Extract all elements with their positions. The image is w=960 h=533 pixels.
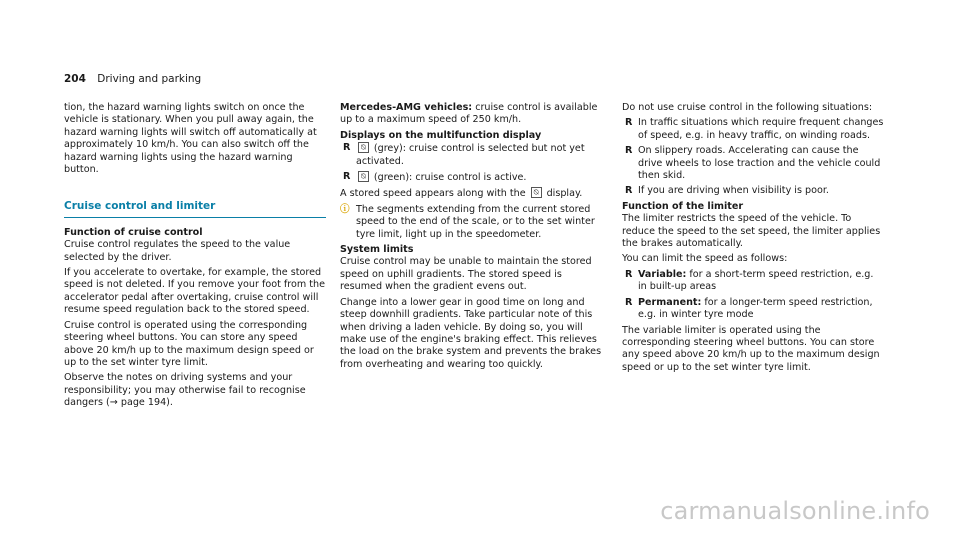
limiter-modes-list: [622, 269, 884, 322]
list-item: [622, 297, 884, 322]
subheading-displays: Displays on the multifunction display: [340, 129, 542, 141]
bullet-marker: R: [343, 142, 351, 154]
paragraph-page-reference: Observe the notes on driving systems and your responsibility; you may otherwise fail to recognise dangers (→ page 194).: [64, 372, 306, 409]
paragraph: tion, the hazard warning lights switch on once the vehicle is stationary. When you pull away again, the hazard warning lights will switch off automatically at approximately 10 km/h. You can also switch off the hazard warning lights using the hazard warning button.: [64, 102, 317, 176]
bullet-marker: R: [625, 268, 633, 280]
cruise-control-icon: ⍉: [358, 171, 369, 182]
bullet-marker: R: [343, 171, 351, 183]
column-left: [64, 102, 326, 413]
bullet-marker: R: [625, 145, 633, 157]
subheading-cruise-control: Function of cruise control: [64, 226, 203, 238]
bullet-marker: R: [625, 185, 633, 197]
paragraph: If you accelerate to overtake, for example, the stored speed is not deleted. If you remove your foot from the accelerator pedal after overtaking, cruise control will resume speed regulation back to the stored speed.: [64, 267, 326, 316]
info-icon: ⓘ: [340, 203, 350, 215]
paragraph: Change into a lower gear in good time on long and steep downhill gradients. Take particular note of this when driving a laden vehicle. By doing so, you will make use of the engine's braking effect. This relieves the load on the brake system and prevents the brakes from overheating and wearing too quickly.: [340, 296, 602, 370]
list-item: [622, 185, 884, 197]
list-item-text: If you are driving when visibility is poor.: [638, 185, 829, 197]
list-item-text: for a longer-term speed restriction, e.g. in winter tyre mode: [638, 296, 873, 321]
paragraph: The limiter restricts the speed of the vehicle. To reduce the speed to the set speed, the limiter applies the brakes automatically.: [622, 213, 881, 250]
permanent-label: Permanent:: [638, 296, 702, 308]
bullet-marker: R: [625, 117, 633, 129]
bullet-marker: R: [625, 296, 633, 308]
column-right: [622, 102, 884, 377]
amg-paragraph: [340, 102, 602, 127]
list-item: [622, 269, 884, 294]
list-item-text: for a short-term speed restriction, e.g. in built-up areas: [638, 268, 874, 293]
list-item: [340, 142, 602, 168]
page-number: 204: [64, 73, 86, 85]
paragraph: Do not use cruise control in the following situations:: [622, 102, 873, 113]
situations-list: [622, 117, 884, 197]
cruise-control-icon: ⍉: [358, 142, 369, 153]
note-text: The segments extending from the current stored speed to the end of the scale, or to the set winter tyre limit, light up in the speedometer.: [356, 203, 595, 240]
list-item-text: On slippery roads. Accelerating can cause the drive wheels to lose traction and the vehicle could then skid.: [638, 145, 881, 182]
note: [340, 204, 602, 241]
paragraph: Cruise control may be unable to maintain the stored speed on uphill gradients. The stored speed is resumed when the gradient evens out.: [340, 256, 592, 293]
text-fragment: A stored speed appears along with the: [340, 188, 529, 200]
watermark: carmanualsonline.info: [660, 497, 930, 525]
list-item-text: (grey): cruise control is selected but not yet activated.: [356, 143, 585, 167]
cruise-control-icon: ⍉: [531, 187, 542, 198]
list-item: [622, 145, 884, 182]
paragraph: Cruise control is operated using the corresponding steering wheel buttons. You can store any speed above 20 km/h up to the maximum design speed or up to the set winter tyre limit.: [64, 319, 314, 368]
page-header: [64, 73, 201, 85]
variable-label: Variable:: [638, 268, 687, 280]
paragraph: Cruise control regulates the speed to the value selected by the driver.: [64, 239, 291, 263]
paragraph: The variable limiter is operated using the corresponding steering wheel buttons. You can store any speed above 20 km/h up to the maximum design speed or up to the set winter tyre limit.: [622, 324, 880, 373]
text-fragment: display.: [543, 188, 583, 200]
list-item-text: (green): cruise control is active.: [370, 172, 527, 184]
list-item: [622, 117, 884, 142]
subheading-limiter: Function of the limiter: [622, 200, 744, 212]
list-item: [340, 171, 602, 184]
amg-label: Mercedes-AMG vehicles:: [340, 102, 473, 113]
subheading-system-limits: System limits: [340, 244, 414, 256]
column-middle: [340, 102, 602, 374]
stored-speed-paragraph: [340, 187, 602, 200]
amg-text: cruise control is available up to a maximum speed of 250 km/h.: [340, 102, 598, 126]
chapter-title: Driving and parking: [97, 73, 202, 85]
list-item-text: In traffic situations which require frequent changes of speed, e.g. in heavy traffic, on winding roads.: [638, 117, 884, 141]
display-list: [340, 142, 602, 184]
section-title: Cruise control and limiter: [64, 200, 326, 217]
paragraph: You can limit the speed as follows:: [622, 253, 788, 265]
